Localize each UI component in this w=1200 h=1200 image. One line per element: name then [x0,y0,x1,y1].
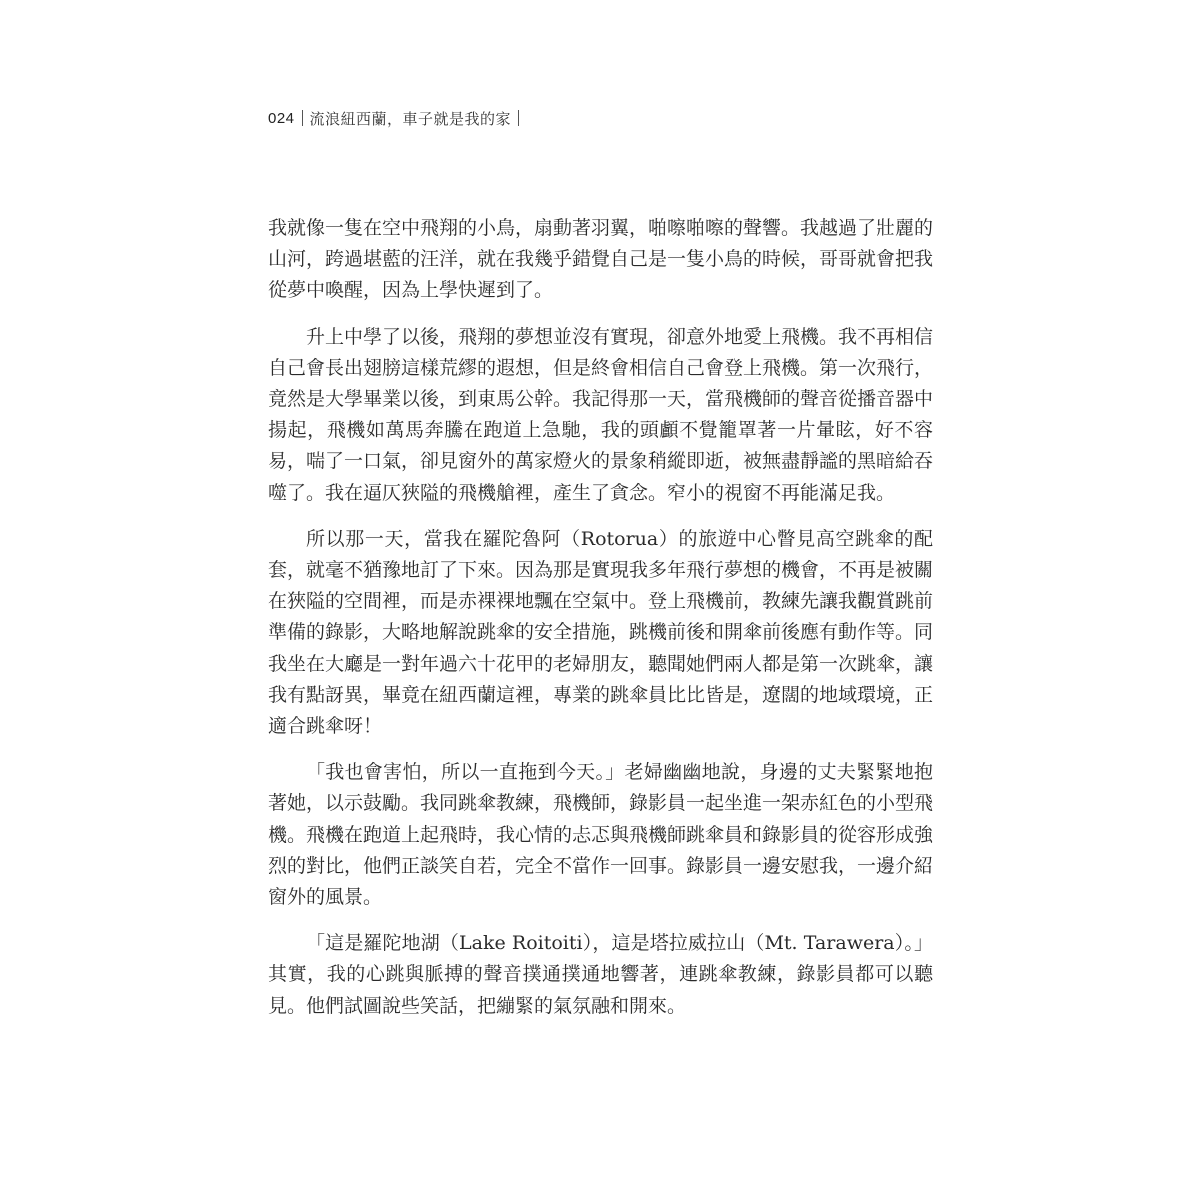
paragraph-1: 我就像一隻在空中飛翔的小鳥，扇動著羽翼，啪嚓啪嚓的聲響。我越過了壯麗的山河，跨過堪藍的汪洋，就在我幾乎錯覺自己是一隻小鳥的時候，哥哥就會把我從夢中喚醒，因為上學快遲到了。 [268,217,934,302]
paragraph-2: 升上中學了以後，飛翔的夢想並沒有實現，卻意外地愛上飛機。我不再相信自己會長出翅膀這樣荒繆的遐想，但是終會相信自己會登上飛機。第一次飛行，竟然是大學畢業以後，到東馬公幹。我記得那一天，當飛機師的聲音從播音器中揚起，飛機如萬馬奔騰在跑道上急馳，我的頭顱不覺籠罩著一片暈眩，好不容易，喘了一口氣，卻見窗外的萬家燈火的景象稍縱即逝，被無盡靜謐的黑暗給吞噬了。我在逼仄狹隘的飛機艙裡，產生了貪念。窄小的視窗不再能滿足我。 [268,325,934,504]
body-text [268,213,933,1037]
header-separator [302,110,303,126]
paragraph-4: 「我也會害怕，所以一直拖到今天。」老婦幽幽地說，身邊的丈夫緊緊地抱著她，以示鼓勵。我同跳傘教練，飛機師，錄影員一起坐進一架赤紅色的小型飛機。飛機在跑道上起飛時，我心情的忐忑與飛機師跳傘員和錄影員的從容形成強烈的對比，他們正談笑自若，完全不當作一回事。錄影員一邊安慰我，一邊介紹窗外的風景。 [268,761,934,909]
paragraph-3: 所以那一天，當我在羅陀魯阿（Rotorua）的旅遊中心瞥見高空跳傘的配套，就毫不猶豫地訂了下來。因為那是實現我多年飛行夢想的機會，不再是被關在狹隘的空間裡，而是赤裸裸地飄在空氣中。登上飛機前，教練先讓我觀賞跳前準備的錄影，大略地解說跳傘的安全措施，跳機前後和開傘前後應有動作等。同我坐在大廳是一對年過六十花甲的老婦朋友，聽聞她們兩人都是第一次跳傘，讓我有點訝異，畢竟在紐西蘭這裡，專業的跳傘員比比皆是，遼闊的地域環境，正適合跳傘呀！ [268,527,934,738]
book-title: 流浪紐西蘭，車子就是我的家 [309,109,512,128]
running-header [268,106,526,130]
page-number: 024 [268,109,295,127]
header-separator-end [518,110,519,126]
paragraph-5: 「這是羅陀地湖（Lake Roitoiti），這是塔拉威拉山（Mt. Tarawera）。」其實，我的心跳與脈搏的聲音撲通撲通地響著，連跳傘教練，錄影員都可以聽見。他們試圖說些笑話，把繃緊的氣氛融和開來。 [268,932,933,1017]
